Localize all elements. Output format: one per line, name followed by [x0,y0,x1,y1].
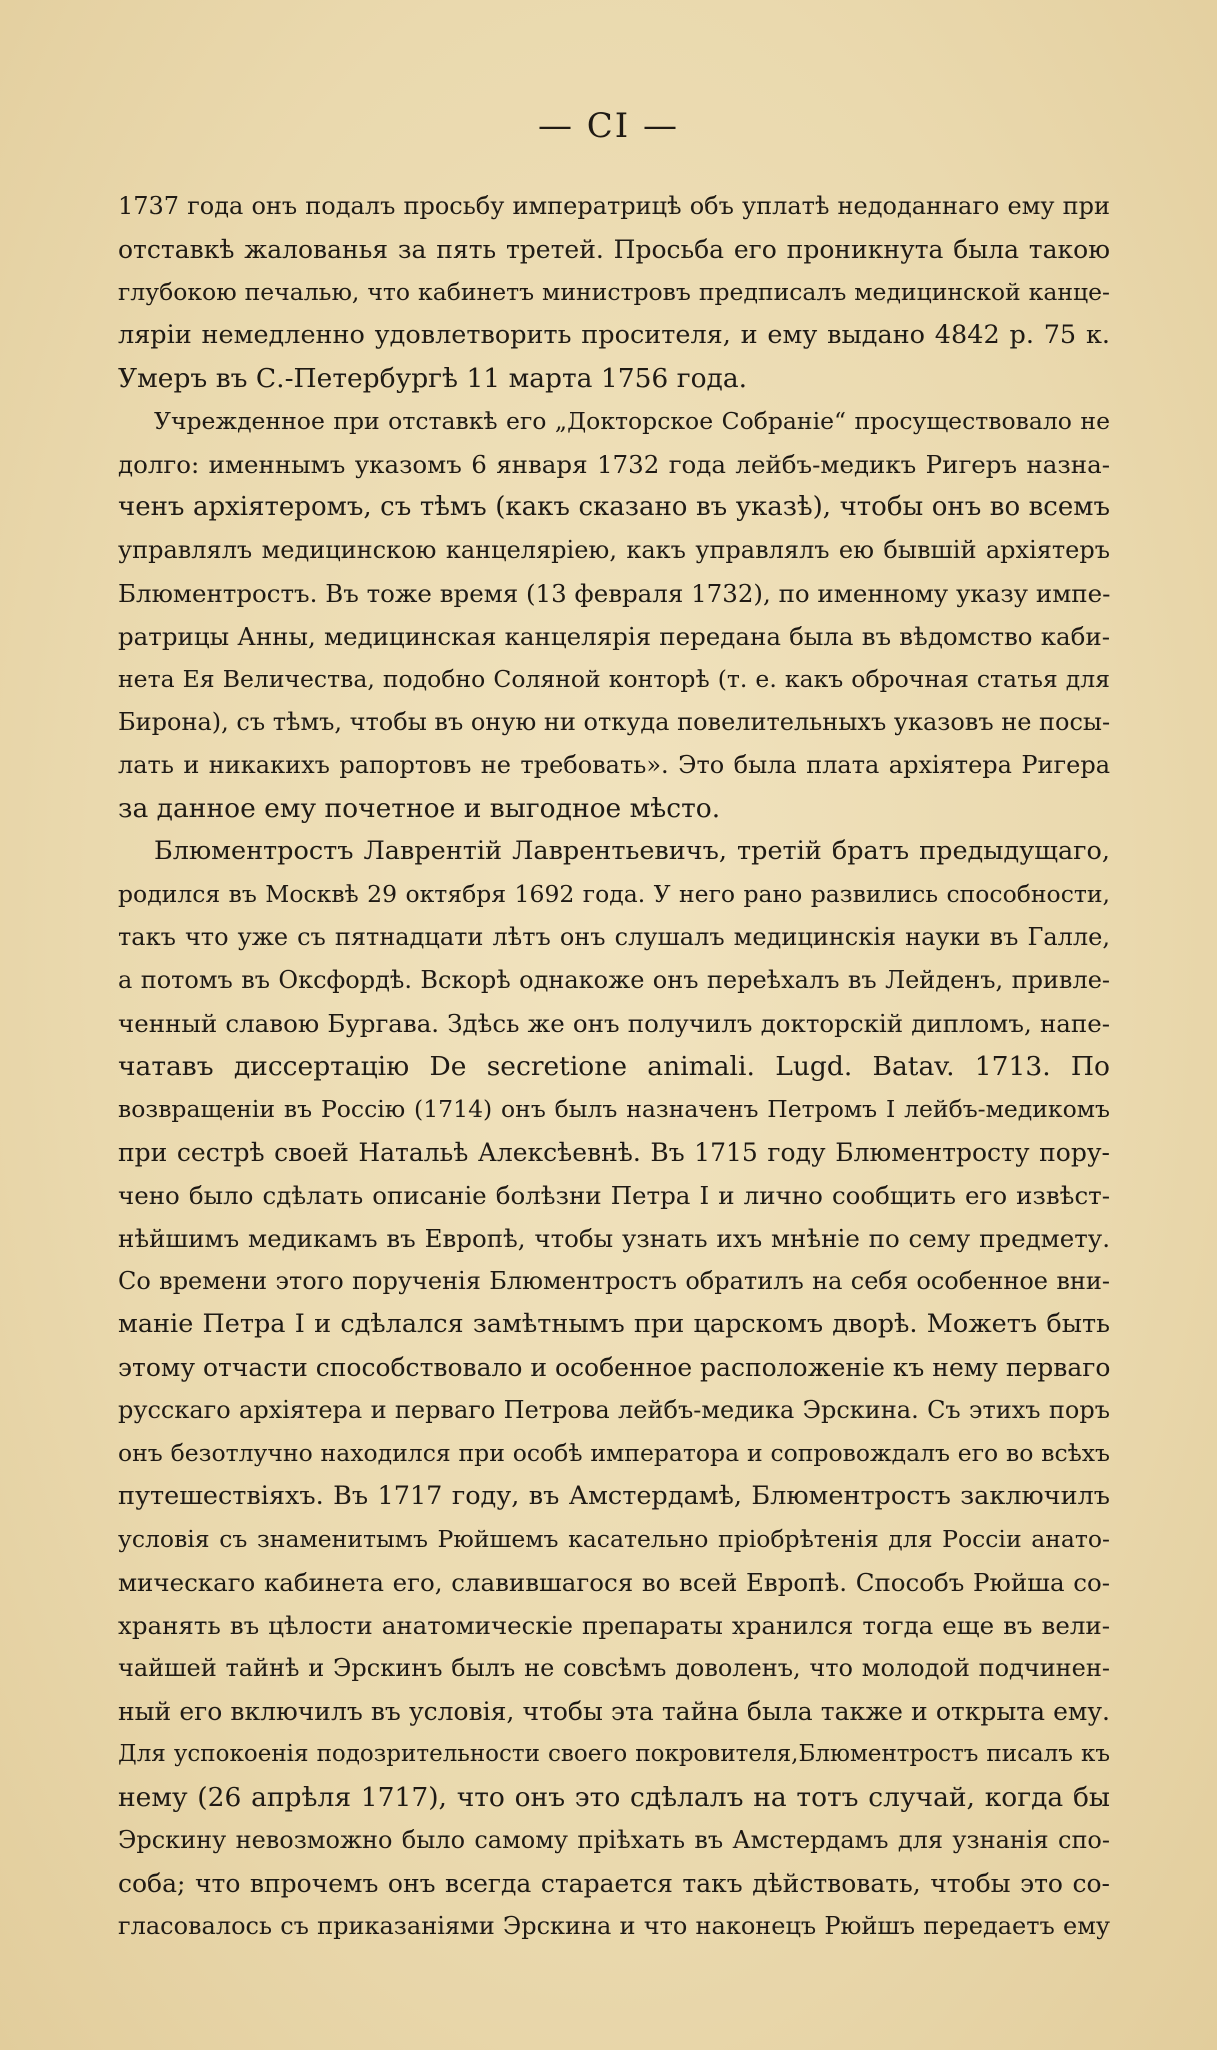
text-line: чатавъ диссертацію De secretione animali. Lugd. Batav. 1713. По [118,1051,1110,1082]
text-line: Блюментростъ. Въ тоже время (13 февраля 1732), по именному указу импе- [118,579,1110,608]
text-line: при сестрѣ своей Натальѣ Алексѣевнѣ. Въ 1715 году Блюментросту пору- [118,1138,1110,1167]
text-line: родился въ Москвѣ 29 октября 1692 года. У него рано развились способности, [118,880,1110,908]
text-line: долго: именнымъ указомъ 6 января 1732 года лейбъ-медикъ Ригеръ назна- [118,450,1110,479]
text-line: условія съ знаменитымъ Рюйшемъ касательно пріобрѣтенія для Россіи анато- [118,1525,1110,1553]
text-line: нему (26 апрѣля 1717), что онъ это сдѣлалъ на тотъ случай, когда бы [118,1782,1110,1813]
text-line: Эрскину невозможно было самому пріѣхать въ Амстердамъ для узнанія спо- [118,1826,1110,1854]
text-line: Со времени этого порученія Блюментростъ обратилъ на себя особенное вни- [118,1267,1110,1295]
text-line: ченъ архіятеромъ, съ тѣмъ (какъ сказано въ указѣ), чтобы онъ во всемъ [118,492,1110,522]
text-line: чайшей тайнѣ и Эрскинъ былъ не совсѣмъ доволенъ, что молодой подчинен- [118,1654,1110,1682]
text-line: русскаго архіятера и перваго Петрова лейбъ-медика Эрскина. Съ этихъ поръ [118,1396,1110,1424]
text-line: управлялъ медицинскою канцеляріею, какъ управлялъ ею бывшій архіятеръ [118,536,1110,564]
text-line: Блюментростъ Лаврентій Лаврентьевичъ, третій братъ предыдущаго, [154,836,1110,866]
text-line: этому отчасти способствовало и особенное расположеніе къ нему перваго [118,1353,1110,1382]
text-line: чено было сдѣлать описаніе болѣзни Петра I и лично сообщить его извѣст- [118,1181,1110,1210]
text-line: за данное ему почетное и выгодное мѣсто. [118,793,721,824]
page-number: — CI — [537,106,680,146]
text-line: ный его включилъ въ условія, чтобы эта тайна была также и открыта ему. [118,1697,1110,1726]
text-line: соба; что впрочемъ онъ всегда старается такъ дѣйствовать, чтобы это со- [118,1869,1110,1898]
text-line: отставкѣ жалованья за пять третей. Просьба его проникнута была такою [118,235,1110,264]
text-line: ляріи немедленно удовлетворить просителя, и ему выдано 4842 р. 75 к. [118,320,1110,350]
text-line: ратрицы Анны, медицинская канцелярія передана была въ вѣдомство каби- [118,622,1110,651]
text-line: лать и никакихъ рапортовъ не требовать». Это была плата архіятера Ригера [118,751,1110,779]
text-line: Умеръ въ С.-Петербургѣ 11 марта 1756 года. [118,363,748,394]
text-line: хранять въ цѣлости анатомическіе препараты хранился тогда еще въ вели- [118,1611,1110,1640]
text-line: мическаго кабинета его, славившагося во всей Европѣ. Способъ Рюйша со- [118,1568,1110,1597]
text-line: Для успокоенія подозрительности своего покровителя,Блюментростъ писалъ къ [118,1741,1110,1767]
text-line: глубокою печалью, что кабинетъ министровъ предписалъ медицинской канце- [118,278,1110,306]
text-line: Бирона), съ тѣмъ, чтобы въ оную ни откуда повелительныхъ указовъ не посы- [118,708,1110,736]
text-line: нета Ея Величества, подобно Соляной конторѣ (т. е. какъ оброчная статья для [118,665,1110,693]
text-line: а потомъ въ Оксфордѣ. Вскорѣ однакоже онъ переѣхалъ въ Лейденъ, привле- [118,966,1110,994]
text-line: возвращеніи въ Россію (1714) онъ былъ назначенъ Петромъ I лейбъ-медикомъ [118,1095,1110,1123]
text-line: онъ безотлучно находился при особѣ императора и сопровождалъ его во всѣхъ [118,1439,1110,1467]
text-line: 1737 года онъ подалъ просьбу императрицѣ объ уплатѣ недоданнаго ему при [118,192,1110,220]
text-line: маніе Петра I и сдѣлался замѣтнымъ при царскомъ дворѣ. Можетъ быть [118,1309,1110,1339]
text-line: ченный славою Бургава. Здѣсь же онъ получилъ докторскій дипломъ, напе- [118,1009,1110,1038]
body-text [118,185,1110,1948]
text-line: путешествіяхъ. Въ 1717 году, въ Амстердамѣ, Блюментростъ заключилъ [118,1481,1110,1511]
text-line: такъ что уже съ пятнадцати лѣтъ онъ слушалъ медицинскія науки въ Галле, [118,923,1110,951]
text-line: гласовалось съ приказаніями Эрскина и что наконецъ Рюйшъ передаетъ ему [118,1912,1110,1940]
text-line: Учрежденное при отставкѣ его „Докторское Собраніе“ просуществовало не [154,407,1110,435]
text-line: нѣйшимъ медикамъ въ Европѣ, чтобы узнать ихъ мнѣніе по сему предмету. [118,1224,1110,1253]
